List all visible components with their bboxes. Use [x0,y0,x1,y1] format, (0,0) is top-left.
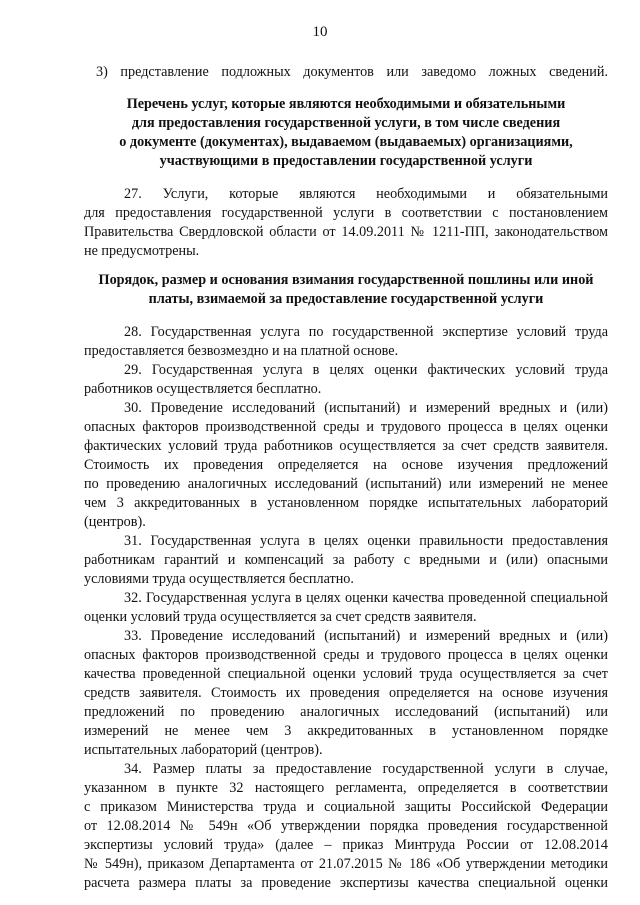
paragraph-line: 28. Государственная услуга по государственной экспертизе условий труда [124,324,608,340]
paragraph-line: испытательных лабораторий (центров). [84,742,323,758]
paragraph-line: 30. Проведение исследований (испытаний) и измерений вредных и (или) [124,400,608,416]
paragraph-line: средств заявителя. Стоимость их проведения определяется на основе изучения [84,685,608,701]
paragraph-line: 29. Государственная услуга в целях оценки фактических условий труда [124,362,608,378]
paragraph-line: Стоимость их проведения определяется на основе изучения предложений [84,457,608,473]
paragraph-line: с приказом Министерства труда и социальной защиты Российской Федерации [84,799,608,815]
section-heading-line: о документе (документах), выдаваемом (выдаваемых) организациями, [119,134,573,150]
paragraph-line: расчета размера платы за проведение экспертизы качества специальной оценки [84,875,608,891]
item-3-line: 3) представление подложных документов или заведомо ложных сведений. [96,64,608,80]
paragraph-line: экспертизы условий труда» (далее – приказ Минтруда России от 12.08.2014 [84,837,608,853]
paragraph-line: работникам гарантий и компенсаций за работу с вредными и (или) опасными [84,552,608,568]
section-heading-line: Порядок, размер и основания взимания государственной пошлины или иной [98,272,594,288]
paragraph-line: 33. Проведение исследований (испытаний) и измерений вредных и (или) [124,628,608,644]
paragraph-line: чем 3 аккредитованных в установленном порядке испытательных лабораторий [84,495,608,511]
paragraph-line: (центров). [84,514,146,530]
paragraph-line: Правительства Свердловской области от 14.09.2011 № 1211-ПП, законодательством [84,224,608,240]
page-number: 10 [312,24,328,40]
paragraph-line: для предоставления государственной услуги в соответствии с постановлением [84,205,608,221]
paragraph-line: от 12.08.2014 № 549н «Об утверждении порядка проведения государственной [84,818,608,834]
paragraph-line: качества проведенной специальной оценки условий труда осуществляется за счет [84,666,608,682]
paragraph-line: 34. Размер платы за предоставление государственной услуги в случае, [124,761,608,777]
paragraph-line: работников осуществляется бесплатно. [84,381,322,397]
paragraph-line: измерений не менее чем 3 аккредитованных в установленном порядке [84,723,608,739]
paragraph-line: по проведению аналогичных исследований (испытаний) или измерений не менее [84,476,608,492]
paragraph-line: 27. Услуги, которые являются необходимыми и обязательными [124,186,608,202]
section-heading-line: для предоставления государственной услуги, в том числе сведения [131,115,561,131]
paragraph-line: не предусмотрены. [84,243,200,259]
paragraph-line: опасных факторов производственной среды и трудового процесса в целях оценки [84,647,608,663]
paragraph-line: оценки условий труда осуществляется за счет средств заявителя. [84,609,477,625]
paragraph-line: условиями труда осуществляется бесплатно. [84,571,354,587]
paragraph-line: опасных факторов производственной среды и трудового процесса в целях оценки [84,419,608,435]
section-heading-line: платы, взимаемой за предоставление государственной услуги [148,291,544,307]
section-heading-line: Перечень услуг, которые являются необходимыми и обязательными [126,96,566,112]
paragraph-line: фактических условий труда работников осуществляется за счет средств заявителя. [84,438,608,454]
section-heading-line: участвующими в предоставлении государственной услуги [159,153,533,169]
paragraph-line: предложений по проведению аналогичных исследований (испытаний) или [84,704,608,720]
paragraph-line: 31. Государственная услуга в целях оценки правильности предоставления [124,533,608,549]
paragraph-line: указанном в пункте 32 настоящего регламента, определяется в соответствии [84,780,608,796]
paragraph-line: № 549н), приказом Департамента от 21.07.2015 № 186 «Об утверждении методики [84,856,608,872]
paragraph-line: 32. Государственная услуга в целях оценки качества проведенной специальной [124,590,608,606]
paragraph-line: предоставляется безвозмездно и на платной основе. [84,343,399,359]
